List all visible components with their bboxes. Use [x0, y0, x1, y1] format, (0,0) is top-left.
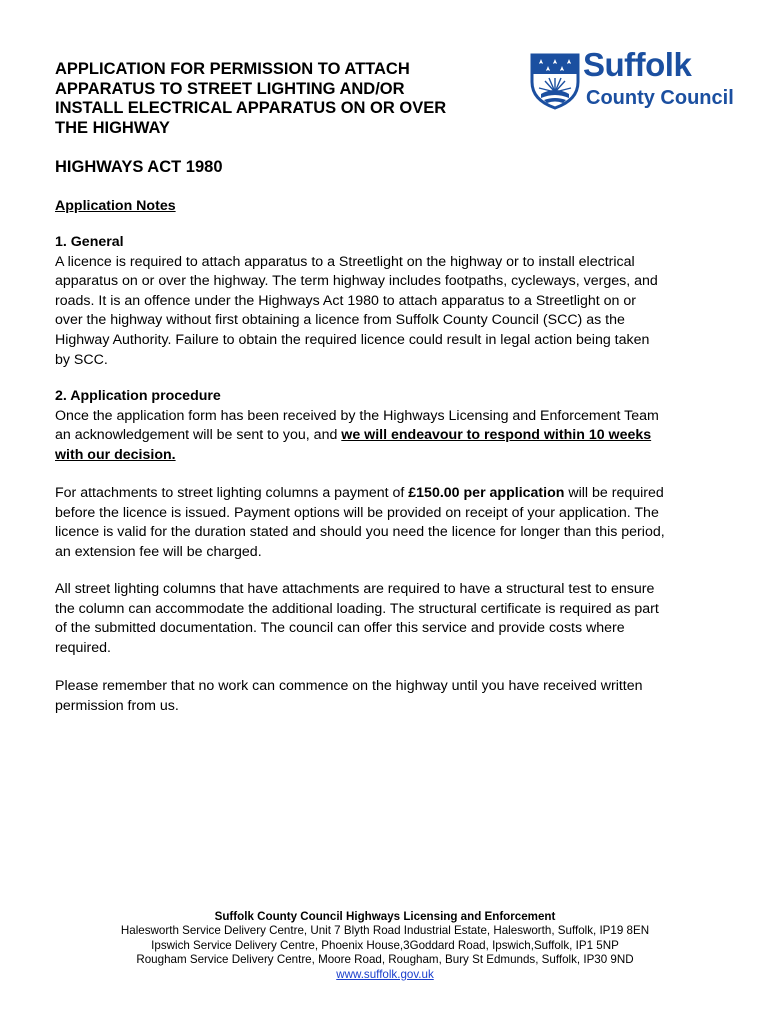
act-heading: HIGHWAYS ACT 1980: [55, 158, 223, 176]
website-link[interactable]: www.suffolk.gov.uk: [336, 967, 434, 981]
footer-heading: Suffolk County Council Highways Licensing and Enforcement: [214, 910, 556, 923]
paragraph-line: an extension fee will be charged.: [55, 543, 262, 560]
section-general: [55, 233, 725, 370]
document-title: [55, 60, 505, 138]
notes-heading-block: [55, 197, 725, 217]
title-line: APPLICATION FOR PERMISSION TO ATTACH: [55, 60, 410, 78]
footer-address: Rougham Service Delivery Centre, Moore Road, Rougham, Bury St Edmunds, Suffolk, IP30 9ND: [136, 953, 634, 967]
section-payment: [55, 484, 725, 562]
response-time-emphasis: we will endeavour to respond within 10 weeks: [341, 427, 652, 444]
paragraph-line: over the highway without first obtaining a licence from Suffolk County Council (SCC) as the: [55, 312, 625, 329]
paragraph-line: licence is valid for the duration stated and should you need the licence for longer than this period,: [55, 524, 665, 541]
title-line: THE HIGHWAY: [55, 118, 170, 137]
paragraph-line: Once the application form has been received by the Highways Licensing and Enforcement Team: [55, 407, 659, 424]
footer-address: Ipswich Service Delivery Centre, Phoenix House,3Goddard Road, Ipswich,Suffolk, IP1 5NP: [151, 938, 619, 952]
section-procedure: [55, 387, 725, 465]
section-structural: [55, 580, 725, 658]
page-footer: [0, 910, 770, 982]
paragraph-line: Please remember that no work can commence on the highway until you have received written: [55, 678, 643, 694]
paragraph-line: of the submitted documentation. The council can offer this service and provide costs where: [55, 620, 625, 637]
paragraph-line: [55, 426, 725, 446]
response-time-emphasis-continued: with our decision.: [55, 446, 176, 463]
title-line: INSTALL ELECTRICAL APPARATUS ON OR OVER: [55, 99, 447, 117]
paragraph-line: Highway Authority. Failure to obtain the required licence could result in legal action being taken: [55, 331, 650, 348]
section-heading: 2. Application procedure: [55, 388, 221, 404]
logo-text-county-council: County Council: [586, 87, 734, 109]
paragraph-line: apparatus on or over the highway. The term highway includes footpaths, cycleways, verges, and: [55, 273, 658, 290]
section-reminder: [55, 677, 725, 716]
section-heading: 1. General: [55, 234, 124, 250]
paragraph-text: For attachments to street lighting columns a payment of: [55, 485, 409, 501]
footer-address: Halesworth Service Delivery Centre, Unit 7 Blyth Road Industrial Estate, Halesworth, Suffolk, IP19 8EN: [120, 924, 650, 938]
suffolk-county-council-logo: [529, 46, 734, 112]
paragraph-line: by SCC.: [55, 351, 108, 368]
notes-heading: Application Notes: [55, 198, 176, 214]
logo-text-suffolk: Suffolk: [583, 46, 692, 83]
paragraph-line: permission from us.: [55, 697, 179, 714]
paragraph-line: required.: [55, 639, 111, 656]
paragraph-line: roads. It is an offence under the Highways Act 1980 to attach apparatus to a Streetlight on or: [55, 292, 637, 309]
paragraph-text: an acknowledgement will be sent to you, and: [55, 427, 342, 444]
title-line: APPARATUS TO STREET LIGHTING AND/OR: [55, 79, 405, 98]
paragraph-line: All street lighting columns that have attachments are required to have a structural test to ensure: [55, 581, 655, 597]
paragraph-line: [55, 484, 725, 504]
paragraph-line: the column can accommodate the additional loading. The structural certificate is required as part: [55, 600, 659, 617]
paragraph-line: A licence is required to attach apparatus to a Streetlight on the highway or to install electrical: [55, 253, 635, 270]
paragraph-line: before the licence is issued. Payment options will be provided on receipt of your application. The: [55, 504, 659, 521]
fee-amount: £150.00 per application: [408, 485, 565, 501]
paragraph-text: will be required: [564, 485, 664, 501]
crest-icon: [529, 52, 581, 110]
